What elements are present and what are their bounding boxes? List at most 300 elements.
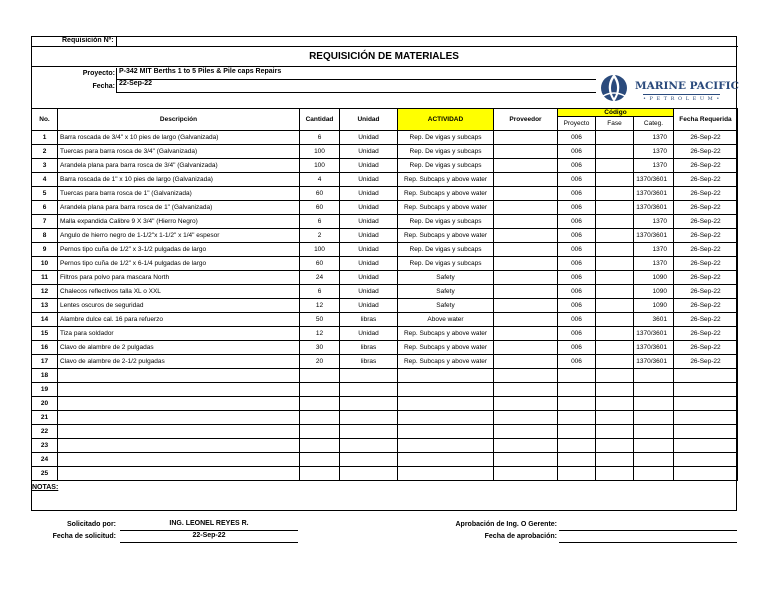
row-descripcion[interactable]: Pernos tipo cuña de 1/2" x 6-1/4 pulgadas de largo [58, 257, 300, 271]
row-actividad[interactable] [398, 439, 494, 453]
row-proyecto[interactable]: 006 [558, 355, 596, 369]
table-row [32, 215, 738, 229]
row-fase[interactable] [596, 327, 634, 341]
row-proyecto[interactable] [558, 425, 596, 439]
col-header-cantidad: Cantidad [300, 109, 340, 131]
row-proyecto[interactable]: 006 [558, 257, 596, 271]
row-descripcion[interactable]: Clavo de alambre de 2 pulgadas [58, 341, 300, 355]
row-no[interactable]: 19 [32, 383, 58, 397]
row-descripcion[interactable]: Barra roscada de 1" x 10 pies de largo (Galvanizada) [58, 173, 300, 187]
row-fase[interactable] [596, 453, 634, 467]
row-proveedor[interactable] [494, 285, 558, 299]
row-actividad[interactable]: Rep. De vigas y subcaps [398, 159, 494, 173]
table-row [32, 201, 738, 215]
table-row [32, 355, 738, 369]
table-row [32, 173, 738, 187]
row-descripcion[interactable]: Tuercas para barra rosca de 3/4" (Galvanizada) [58, 145, 300, 159]
row-no[interactable]: 25 [32, 467, 58, 481]
row-descripcion[interactable] [58, 411, 300, 425]
row-proveedor[interactable] [494, 257, 558, 271]
row-unidad[interactable]: Unidad [340, 215, 398, 229]
row-unidad[interactable]: libras [340, 355, 398, 369]
row-fase[interactable] [596, 271, 634, 285]
row-categ[interactable]: 1370 [634, 257, 674, 271]
row-fecha[interactable] [674, 425, 738, 439]
row-actividad[interactable] [398, 411, 494, 425]
row-categ[interactable] [634, 369, 674, 383]
row-no[interactable]: 18 [32, 369, 58, 383]
row-proyecto[interactable]: 006 [558, 145, 596, 159]
table-row [32, 425, 738, 439]
row-fecha[interactable]: 26-Sep-22 [674, 159, 738, 173]
row-proveedor[interactable] [494, 145, 558, 159]
row-fase[interactable] [596, 439, 634, 453]
row-cantidad[interactable]: 60 [300, 187, 340, 201]
row-categ[interactable]: 3601 [634, 313, 674, 327]
row-categ[interactable]: 1090 [634, 271, 674, 285]
company-logo [599, 70, 739, 106]
aprobacion-label: Aprobación de Ing. O Gerente: [455, 521, 557, 528]
row-unidad[interactable] [340, 467, 398, 481]
row-cantidad[interactable]: 12 [300, 327, 340, 341]
row-actividad[interactable] [398, 453, 494, 467]
row-fase[interactable] [596, 257, 634, 271]
row-no[interactable]: 22 [32, 425, 58, 439]
row-actividad[interactable] [398, 369, 494, 383]
row-descripcion[interactable] [58, 453, 300, 467]
fecha-solicitud-value: 22-Sep-22 [192, 532, 226, 539]
row-fase[interactable] [596, 131, 634, 145]
row-actividad[interactable]: Rep. De vigas y subcaps [398, 145, 494, 159]
logo-sub-text: • P E T R O L E U M • [643, 96, 721, 102]
row-no[interactable]: 12 [32, 285, 58, 299]
row-proyecto[interactable] [558, 397, 596, 411]
col-header-codigo: Código [558, 109, 674, 117]
row-proyecto[interactable]: 006 [558, 313, 596, 327]
row-cantidad[interactable]: 20 [300, 355, 340, 369]
row-unidad[interactable]: Unidad [340, 327, 398, 341]
col-header-proyecto: Proyecto [558, 117, 596, 131]
row-proyecto[interactable]: 006 [558, 299, 596, 313]
row-proveedor[interactable] [494, 383, 558, 397]
col-header-unidad: Unidad [340, 109, 398, 131]
row-descripcion[interactable]: Barra roscada de 3/4" x 10 pies de largo (Galvanizada) [58, 131, 300, 145]
row-fase[interactable] [596, 425, 634, 439]
row-actividad[interactable]: Rep. Subcaps y above water [398, 201, 494, 215]
row-actividad[interactable]: Rep. De vigas y subcaps [398, 257, 494, 271]
row-descripcion[interactable]: Lentes oscuros de seguridad [58, 299, 300, 313]
row-proyecto[interactable] [558, 369, 596, 383]
row-proveedor[interactable] [494, 243, 558, 257]
row-categ[interactable]: 1090 [634, 299, 674, 313]
table-row [32, 271, 738, 285]
row-no[interactable]: 4 [32, 173, 58, 187]
row-proveedor[interactable] [494, 131, 558, 145]
row-no[interactable]: 21 [32, 411, 58, 425]
row-unidad[interactable] [340, 411, 398, 425]
row-descripcion[interactable] [58, 425, 300, 439]
row-descripcion[interactable]: Clavo de alambre de 2-1/2 pulgadas [58, 355, 300, 369]
row-proyecto[interactable]: 006 [558, 215, 596, 229]
notas-label: NOTAS: [32, 484, 59, 491]
row-cantidad[interactable]: 60 [300, 257, 340, 271]
row-fecha[interactable]: 26-Sep-22 [674, 187, 738, 201]
row-unidad[interactable]: Unidad [340, 271, 398, 285]
row-proyecto[interactable]: 006 [558, 201, 596, 215]
aprobacion-field[interactable] [559, 520, 737, 531]
row-fase[interactable] [596, 243, 634, 257]
row-no[interactable]: 20 [32, 397, 58, 411]
col-header-fase: Fase [596, 117, 634, 131]
row-unidad[interactable]: Unidad [340, 299, 398, 313]
row-proyecto[interactable] [558, 453, 596, 467]
row-fecha[interactable]: 26-Sep-22 [674, 173, 738, 187]
row-fecha[interactable]: 26-Sep-22 [674, 257, 738, 271]
table-row [32, 285, 738, 299]
row-cantidad[interactable]: 100 [300, 145, 340, 159]
row-fase[interactable] [596, 173, 634, 187]
row-cantidad[interactable]: 2 [300, 229, 340, 243]
row-proveedor[interactable] [494, 341, 558, 355]
row-descripcion[interactable]: Tuercas para barra rosca de 1" (Galvanizada) [58, 187, 300, 201]
row-no[interactable]: 9 [32, 243, 58, 257]
table-row [32, 159, 738, 173]
row-proveedor[interactable] [494, 271, 558, 285]
row-no[interactable]: 5 [32, 187, 58, 201]
row-proyecto[interactable]: 006 [558, 243, 596, 257]
row-categ[interactable]: 1370/3601 [634, 187, 674, 201]
table-row [32, 439, 738, 453]
row-actividad[interactable]: Rep. De vigas y subcaps [398, 215, 494, 229]
row-no[interactable]: 3 [32, 159, 58, 173]
row-cantidad[interactable] [300, 439, 340, 453]
row-descripcion[interactable]: Angulo de hierro negro de 1-1/2"x 1-1/2" x 1/4" espesor [58, 229, 300, 243]
row-categ[interactable] [634, 425, 674, 439]
materials-table [31, 108, 738, 481]
row-categ[interactable]: 1370 [634, 145, 674, 159]
row-fase[interactable] [596, 285, 634, 299]
row-no[interactable]: 11 [32, 271, 58, 285]
row-cantidad[interactable]: 50 [300, 313, 340, 327]
row-categ[interactable]: 1370/3601 [634, 341, 674, 355]
row-fase[interactable] [596, 467, 634, 481]
row-categ[interactable]: 1370/3601 [634, 201, 674, 215]
row-descripcion[interactable]: Arandela plana para barra rosca de 1" (Galvanizada) [58, 201, 300, 215]
row-proyecto[interactable]: 006 [558, 159, 596, 173]
table-row [32, 187, 738, 201]
row-fecha[interactable] [674, 439, 738, 453]
row-fecha[interactable]: 26-Sep-22 [674, 201, 738, 215]
row-categ[interactable] [634, 411, 674, 425]
header-rule [31, 46, 737, 47]
row-fecha[interactable]: 26-Sep-22 [674, 131, 738, 145]
row-unidad[interactable]: Unidad [340, 173, 398, 187]
requisicion-label: Requisición Nº: [62, 37, 114, 44]
row-cantidad[interactable] [300, 411, 340, 425]
fecha-value: 22-Sep-22 [119, 80, 153, 87]
row-categ[interactable] [634, 453, 674, 467]
table-row [32, 453, 738, 467]
row-fecha[interactable]: 26-Sep-22 [674, 285, 738, 299]
row-proveedor[interactable] [494, 327, 558, 341]
row-cantidad[interactable]: 4 [300, 173, 340, 187]
table-row [32, 467, 738, 481]
row-proyecto[interactable]: 006 [558, 341, 596, 355]
row-cantidad[interactable]: 6 [300, 285, 340, 299]
fecha-aprobacion-field[interactable] [559, 532, 737, 543]
page-title: REQUISICIÓN DE MATERIALES [309, 51, 459, 62]
row-proyecto[interactable] [558, 383, 596, 397]
row-categ[interactable] [634, 467, 674, 481]
solicitado-value: ING. LEONEL REYES R. [169, 520, 249, 527]
row-fecha[interactable]: 26-Sep-22 [674, 299, 738, 313]
row-proyecto[interactable]: 006 [558, 173, 596, 187]
row-cantidad[interactable]: 30 [300, 341, 340, 355]
row-proveedor[interactable] [494, 299, 558, 313]
table-row [32, 257, 738, 271]
row-actividad[interactable]: Safety [398, 271, 494, 285]
row-fase[interactable] [596, 299, 634, 313]
row-unidad[interactable]: Unidad [340, 145, 398, 159]
row-categ[interactable]: 1370/3601 [634, 173, 674, 187]
row-proveedor[interactable] [494, 467, 558, 481]
proyecto-value: P-342 MIT Berths 1 to 5 Piles & Pile caps Repairs [119, 68, 282, 75]
row-fase[interactable] [596, 313, 634, 327]
row-proveedor[interactable] [494, 453, 558, 467]
row-proyecto[interactable]: 006 [558, 285, 596, 299]
row-fecha[interactable]: 26-Sep-22 [674, 355, 738, 369]
row-proyecto[interactable]: 006 [558, 131, 596, 145]
table-row [32, 327, 738, 341]
row-unidad[interactable]: Unidad [340, 243, 398, 257]
row-actividad[interactable]: Rep. Subcaps y above water [398, 341, 494, 355]
row-actividad[interactable]: Rep. Subcaps y above water [398, 229, 494, 243]
row-unidad[interactable] [340, 369, 398, 383]
row-categ[interactable]: 1370/3601 [634, 327, 674, 341]
row-cantidad[interactable]: 6 [300, 215, 340, 229]
row-unidad[interactable]: Unidad [340, 187, 398, 201]
row-fecha[interactable]: 26-Sep-22 [674, 215, 738, 229]
row-actividad[interactable]: Rep. De vigas y subcaps [398, 131, 494, 145]
row-proyecto[interactable]: 006 [558, 187, 596, 201]
row-cantidad[interactable]: 12 [300, 299, 340, 313]
row-proveedor[interactable] [494, 229, 558, 243]
row-categ[interactable]: 1370 [634, 131, 674, 145]
row-fase[interactable] [596, 411, 634, 425]
row-cantidad[interactable] [300, 453, 340, 467]
logo-emblem-icon [599, 70, 629, 106]
row-fecha[interactable] [674, 411, 738, 425]
row-no[interactable]: 2 [32, 145, 58, 159]
row-unidad[interactable]: Unidad [340, 257, 398, 271]
col-header-proveedor: Proveedor [494, 109, 558, 131]
row-unidad[interactable]: Unidad [340, 285, 398, 299]
solicitado-field[interactable] [120, 520, 298, 531]
row-fase[interactable] [596, 229, 634, 243]
table-row [32, 243, 738, 257]
row-descripcion[interactable] [58, 397, 300, 411]
row-proveedor[interactable] [494, 439, 558, 453]
row-categ[interactable]: 1370 [634, 159, 674, 173]
row-fecha[interactable] [674, 369, 738, 383]
row-cantidad[interactable]: 60 [300, 201, 340, 215]
row-no[interactable]: 23 [32, 439, 58, 453]
fecha-solicitud-field[interactable] [120, 532, 298, 543]
row-proveedor[interactable] [494, 313, 558, 327]
row-descripcion[interactable]: Tiza para soldador [58, 327, 300, 341]
row-unidad[interactable]: libras [340, 313, 398, 327]
row-actividad[interactable] [398, 467, 494, 481]
row-proyecto[interactable] [558, 439, 596, 453]
row-actividad[interactable]: Rep. De vigas y subcaps [398, 243, 494, 257]
row-actividad[interactable] [398, 383, 494, 397]
row-actividad[interactable]: Above water [398, 313, 494, 327]
row-no[interactable]: 16 [32, 341, 58, 355]
row-no[interactable]: 10 [32, 257, 58, 271]
row-actividad[interactable]: Rep. Subcaps y above water [398, 187, 494, 201]
row-fase[interactable] [596, 145, 634, 159]
row-proveedor[interactable] [494, 201, 558, 215]
row-categ[interactable]: 1370/3601 [634, 355, 674, 369]
row-fecha[interactable]: 26-Sep-22 [674, 327, 738, 341]
table-header-row [32, 109, 738, 117]
row-cantidad[interactable] [300, 383, 340, 397]
row-proyecto[interactable]: 006 [558, 327, 596, 341]
row-descripcion[interactable] [58, 439, 300, 453]
row-fecha[interactable]: 26-Sep-22 [674, 313, 738, 327]
table-row [32, 299, 738, 313]
row-fecha[interactable] [674, 397, 738, 411]
row-proveedor[interactable] [494, 411, 558, 425]
row-no[interactable]: 17 [32, 355, 58, 369]
row-unidad[interactable] [340, 453, 398, 467]
row-fase[interactable] [596, 369, 634, 383]
row-fecha[interactable] [674, 467, 738, 481]
row-no[interactable]: 7 [32, 215, 58, 229]
row-proveedor[interactable] [494, 397, 558, 411]
row-unidad[interactable]: libras [340, 341, 398, 355]
row-proveedor[interactable] [494, 159, 558, 173]
table-row [32, 369, 738, 383]
row-no[interactable]: 15 [32, 327, 58, 341]
row-proyecto[interactable]: 006 [558, 271, 596, 285]
row-proveedor[interactable] [494, 215, 558, 229]
row-fecha[interactable]: 26-Sep-22 [674, 341, 738, 355]
row-descripcion[interactable]: Pernos tipo cuña de 1/2" x 3-1/2 pulgadas de largo [58, 243, 300, 257]
row-fase[interactable] [596, 355, 634, 369]
row-unidad[interactable] [340, 425, 398, 439]
row-actividad[interactable]: Safety [398, 299, 494, 313]
row-actividad[interactable]: Rep. Subcaps y above water [398, 355, 494, 369]
table-row [32, 383, 738, 397]
row-fase[interactable] [596, 397, 634, 411]
row-fase[interactable] [596, 201, 634, 215]
table-row [32, 313, 738, 327]
table-row [32, 341, 738, 355]
row-descripcion[interactable]: Alambre dulce cal. 16 para refuerzo [58, 313, 300, 327]
row-unidad[interactable] [340, 383, 398, 397]
row-unidad[interactable] [340, 397, 398, 411]
row-proyecto[interactable] [558, 467, 596, 481]
row-unidad[interactable] [340, 439, 398, 453]
row-proyecto[interactable]: 006 [558, 229, 596, 243]
row-fecha[interactable]: 26-Sep-22 [674, 229, 738, 243]
row-unidad[interactable]: Unidad [340, 131, 398, 145]
row-no[interactable]: 24 [32, 453, 58, 467]
row-actividad[interactable]: Safety [398, 285, 494, 299]
row-categ[interactable]: 1090 [634, 285, 674, 299]
row-categ[interactable]: 1370/3601 [634, 229, 674, 243]
row-unidad[interactable]: Unidad [340, 201, 398, 215]
row-no[interactable]: 8 [32, 229, 58, 243]
notas-field[interactable] [58, 483, 736, 509]
row-cantidad[interactable]: 24 [300, 271, 340, 285]
col-header-actividad: ACTIVIDAD [398, 109, 494, 131]
row-no[interactable]: 6 [32, 201, 58, 215]
row-fase[interactable] [596, 341, 634, 355]
row-proveedor[interactable] [494, 425, 558, 439]
row-actividad[interactable]: Rep. Subcaps y above water [398, 173, 494, 187]
row-fecha[interactable] [674, 453, 738, 467]
row-proveedor[interactable] [494, 187, 558, 201]
row-fase[interactable] [596, 187, 634, 201]
row-no[interactable]: 14 [32, 313, 58, 327]
row-descripcion[interactable]: Filtros para polvo para mascara North [58, 271, 300, 285]
row-unidad[interactable]: Unidad [340, 229, 398, 243]
row-cantidad[interactable] [300, 397, 340, 411]
row-descripcion[interactable] [58, 467, 300, 481]
row-proveedor[interactable] [494, 369, 558, 383]
row-cantidad[interactable] [300, 369, 340, 383]
row-fecha[interactable]: 26-Sep-22 [674, 243, 738, 257]
row-categ[interactable]: 1370 [634, 215, 674, 229]
row-categ[interactable] [634, 383, 674, 397]
row-categ[interactable]: 1370 [634, 243, 674, 257]
row-categ[interactable] [634, 397, 674, 411]
row-fecha[interactable]: 26-Sep-22 [674, 271, 738, 285]
row-fecha[interactable] [674, 383, 738, 397]
row-cantidad[interactable] [300, 425, 340, 439]
row-categ[interactable] [634, 439, 674, 453]
table-row [32, 131, 738, 145]
row-descripcion[interactable] [58, 369, 300, 383]
row-cantidad[interactable]: 6 [300, 131, 340, 145]
fecha-field[interactable] [116, 80, 596, 93]
row-proveedor[interactable] [494, 173, 558, 187]
row-no[interactable]: 1 [32, 131, 58, 145]
logo-main-text: MARINE PACIFIC [635, 80, 739, 92]
row-no[interactable]: 13 [32, 299, 58, 313]
row-proyecto[interactable] [558, 411, 596, 425]
row-cantidad[interactable] [300, 467, 340, 481]
row-cantidad[interactable]: 100 [300, 243, 340, 257]
row-actividad[interactable] [398, 397, 494, 411]
row-fase[interactable] [596, 215, 634, 229]
row-descripcion[interactable]: Malla expandida Calibre 9 X 3/4" (Hierro Negro) [58, 215, 300, 229]
row-actividad[interactable] [398, 425, 494, 439]
row-unidad[interactable]: Unidad [340, 159, 398, 173]
row-descripcion[interactable]: Chalecos reflectivos talla XL o XXL [58, 285, 300, 299]
row-fecha[interactable]: 26-Sep-22 [674, 145, 738, 159]
row-descripcion[interactable]: Arandela plana para barra rosca de 3/4" (Galvanizada) [58, 159, 300, 173]
row-fase[interactable] [596, 383, 634, 397]
row-actividad[interactable]: Rep. Subcaps y above water [398, 327, 494, 341]
row-proveedor[interactable] [494, 355, 558, 369]
row-fase[interactable] [596, 159, 634, 173]
proyecto-field[interactable] [116, 68, 596, 80]
row-descripcion[interactable] [58, 383, 300, 397]
row-cantidad[interactable]: 100 [300, 159, 340, 173]
